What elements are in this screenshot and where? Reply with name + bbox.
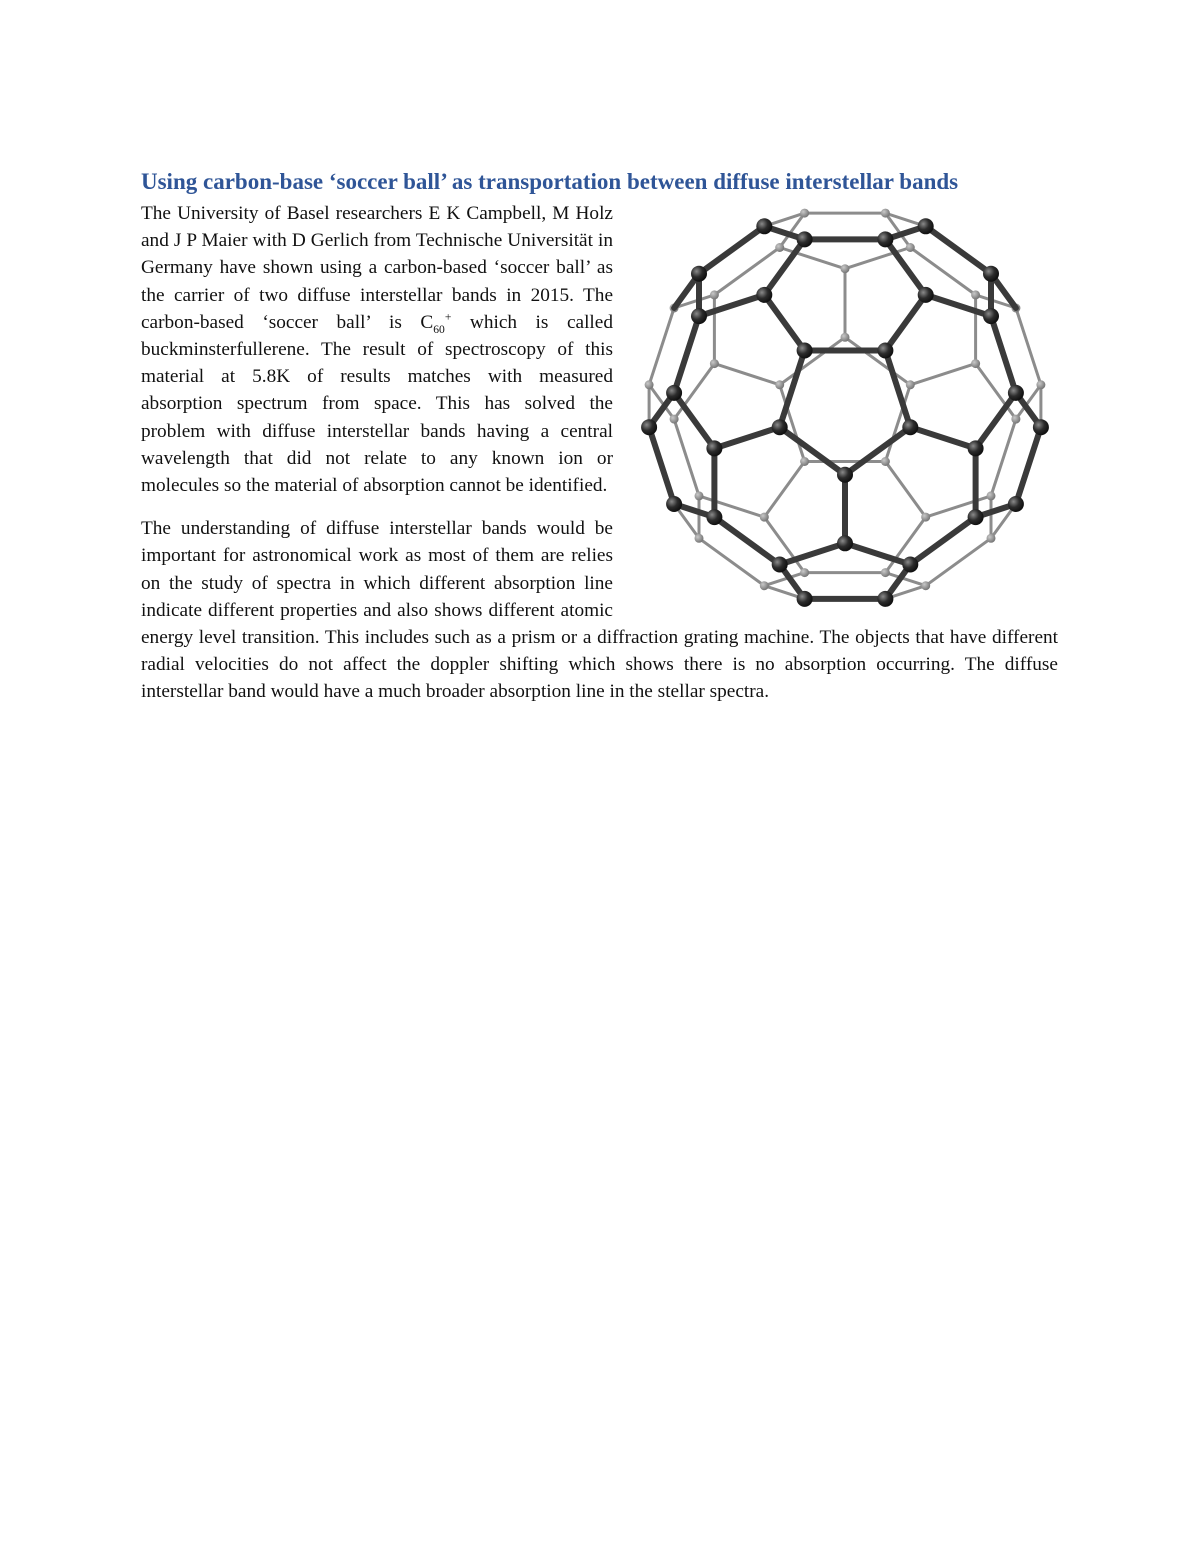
front-atom (837, 467, 853, 483)
back-atom (906, 243, 915, 252)
paragraph-2: The understanding of diffuse interstellar bands would be important for astronomical work as most of them are relies on the study of spectra in which different absorption line indicate different properties and also shows different atomic energy level transition. This includes such as a prism or a diffraction grating machine. The objects that have different radial velocities do not affect the doppler shifting which shows there is no absorption occurring. The diffuse interstellar band would have a much broader absorption line in the stellar spectra. (141, 518, 1058, 703)
chemical-formula: $C_{60}^+$ (420, 310, 452, 336)
front-atom (797, 343, 813, 359)
front-atom (1008, 385, 1024, 401)
back-atom (987, 534, 996, 543)
back-atom (987, 491, 996, 500)
back-atom (841, 333, 850, 342)
back-atom (800, 209, 809, 218)
article-body (141, 200, 1058, 706)
front-bond (780, 427, 845, 475)
front-atom (983, 308, 999, 324)
back-bond (885, 462, 925, 518)
back-atom (800, 568, 809, 577)
back-atom (1036, 380, 1045, 389)
front-atom (706, 440, 722, 456)
front-bond (885, 351, 910, 428)
front-bond (780, 351, 805, 428)
front-bond (885, 295, 925, 351)
front-atom (641, 419, 657, 435)
front-atom (877, 591, 893, 607)
front-atom (1008, 496, 1024, 512)
back-bond (1016, 308, 1041, 385)
paragraph-1-text-a: The University of Basel researchers E K Campbell, M Holz and J P Maier with D Gerlich from Technische Universität in Germany have shown using a carbon-based ‘soccer ball’ as the carrier of two diffuse interstellar bands in 2015. The carbon-based ‘soccer ball’ is (141, 203, 613, 333)
front-atom (691, 308, 707, 324)
front-bond (845, 427, 910, 475)
paragraph-1-text-b: which is called buckminsterfullerene. The result of spectroscopy of this material at 5.8K of results matches with measured absorption spectrum from space. This has solved the problem with diffuse interstellar bands having a central wavelength that did not relate to any known ion or molecules so the material of absorption cannot be identified. (141, 311, 613, 497)
buckminsterfullerene-molecule-icon (633, 200, 1058, 616)
back-atom (906, 380, 915, 389)
back-atom (710, 359, 719, 368)
front-atom (902, 419, 918, 435)
front-bond (649, 427, 674, 504)
back-atom (760, 581, 769, 590)
fullerene-figure (633, 200, 1058, 616)
back-atom (670, 415, 679, 424)
back-atom (695, 491, 704, 500)
front-atom (666, 496, 682, 512)
back-atom (971, 359, 980, 368)
back-bond (674, 419, 699, 496)
front-atom (902, 557, 918, 573)
back-atom (881, 568, 890, 577)
back-bond (780, 337, 845, 385)
front-atom (877, 343, 893, 359)
back-atom (710, 290, 719, 299)
front-bond (714, 427, 779, 448)
back-atom (800, 457, 809, 466)
front-atom (877, 231, 893, 247)
back-atom (971, 290, 980, 299)
front-atom (756, 287, 772, 303)
front-atom (666, 385, 682, 401)
back-atom (921, 513, 930, 522)
front-atom (968, 440, 984, 456)
back-bond (910, 364, 975, 385)
back-atom (1011, 415, 1020, 424)
back-bond (764, 462, 804, 518)
back-atom (695, 534, 704, 543)
front-atom (797, 231, 813, 247)
back-atom (775, 380, 784, 389)
front-atom (918, 218, 934, 234)
article-heading: Using carbon-base ‘soccer ball’ as transportation between diffuse interstellar bands (141, 169, 959, 194)
front-atom (772, 419, 788, 435)
front-atom (983, 266, 999, 282)
front-atom (706, 509, 722, 525)
back-atom (921, 581, 930, 590)
back-atom (775, 243, 784, 252)
front-atom (691, 266, 707, 282)
front-atom (797, 591, 813, 607)
back-atom (645, 380, 654, 389)
front-atom (772, 557, 788, 573)
front-atom (918, 287, 934, 303)
back-bond (845, 337, 910, 385)
back-atom (841, 264, 850, 273)
back-bond (991, 419, 1016, 496)
back-atom (760, 513, 769, 522)
front-bond (764, 295, 804, 351)
front-bond (674, 316, 699, 393)
front-bond (991, 316, 1016, 393)
back-atom (881, 457, 890, 466)
back-bond (714, 364, 779, 385)
front-atom (756, 218, 772, 234)
back-atom (881, 209, 890, 218)
front-atom (1033, 419, 1049, 435)
front-bond (910, 427, 975, 448)
front-bond (1016, 427, 1041, 504)
front-atom (968, 509, 984, 525)
front-atom (837, 535, 853, 551)
back-bond (649, 308, 674, 385)
